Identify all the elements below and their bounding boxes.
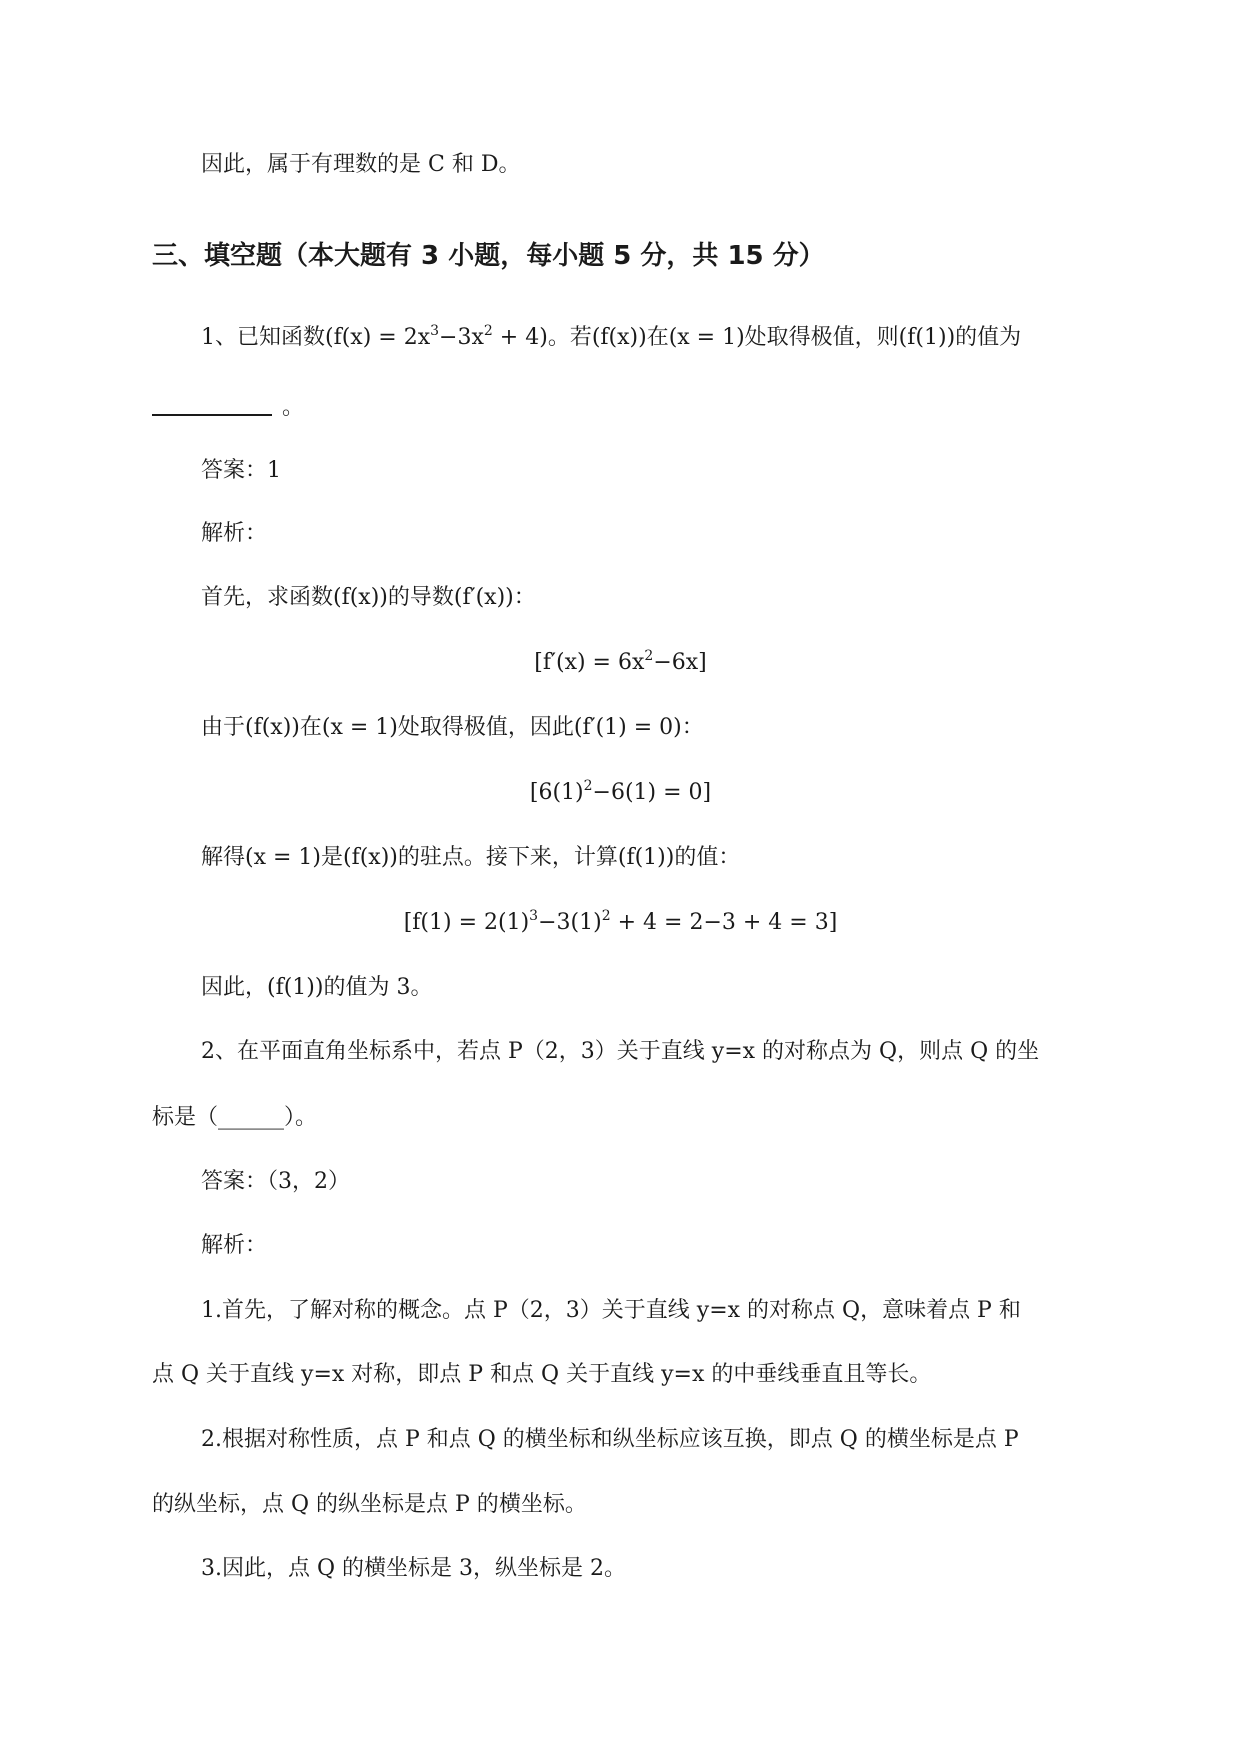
section-heading: 三、填空题（本大题有 3 小题，每小题 5 分，共 15 分） (152, 241, 825, 271)
formula1-part-b: −6x] (653, 650, 707, 675)
q1-blank-tail: 。 (282, 395, 305, 420)
q1-answer: 答案：1 (201, 458, 281, 483)
formula2-part-b: −6(1) = 0] (592, 780, 712, 805)
q1-stem-part-c: + 4)。若(f(x))在(x = 1)处取得极值，则(f(1))的值为 (492, 325, 1022, 350)
formula3-exponent-3: 3 (529, 908, 539, 924)
q1-stem-exponent-3: 3 (430, 323, 440, 339)
q1-formula-derivative (0, 648, 1241, 678)
formula2-exponent: 2 (583, 778, 593, 794)
q2-point-1-line-1: 1.首先，了解对称的概念。点 P（2，3）关于直线 y=x 的对称点 Q，意味着点 P 和 (201, 1298, 1021, 1323)
q1-stem-part-b: −3x (439, 325, 484, 350)
q1-formula-condition (0, 778, 1241, 808)
q1-stem-part-a: 1、已知函数(f(x) = 2x (201, 325, 431, 350)
q2-point-2-line-1: 2.根据对称性质，点 P 和点 Q 的横坐标和纵坐标应该互换，即点 Q 的横坐标是点 P (201, 1427, 1019, 1452)
q2-stem-line-2: 标是（______）。 (152, 1105, 318, 1130)
q2-point-2-line-2: 的纵坐标，点 Q 的纵坐标是点 P 的横坐标。 (152, 1492, 587, 1517)
q2-answer: 答案：（3，2） (201, 1169, 350, 1194)
formula3-exponent-2: 2 (601, 908, 611, 924)
formula3-part-b: −3(1) (538, 910, 602, 935)
q1-conclusion: 因此，(f(1))的值为 3。 (201, 975, 433, 1000)
q1-answer-blank (152, 414, 272, 416)
q1-step-evaluate: 解得(x = 1)是(f(x))的驻点。接下来，计算(f(1))的值： (201, 845, 741, 870)
q1-step-derivative: 首先，求函数(f(x))的导数(f′(x))： (201, 585, 536, 610)
formula2-part-a: [6(1) (529, 780, 584, 805)
q2-point-3: 3.因此，点 Q 的横坐标是 3，纵坐标是 2。 (201, 1556, 626, 1581)
formula3-part-a: [f(1) = 2(1) (403, 910, 530, 935)
q1-stem (201, 323, 1021, 353)
q2-analysis-label: 解析： (201, 1233, 268, 1258)
q1-stem-exponent-2: 2 (483, 323, 493, 339)
q1-step-condition: 由于(f(x))在(x = 1)处取得极值，因此(f′(1) = 0)： (201, 715, 704, 740)
q1-formula-evaluate (0, 908, 1241, 938)
previous-conclusion: 因此，属于有理数的是 C 和 D。 (201, 152, 521, 177)
formula1-part-a: [f′(x) = 6x (534, 650, 645, 675)
formula3-part-c: + 4 = 2−3 + 4 = 3] (610, 910, 838, 935)
q2-point-1-line-2: 点 Q 关于直线 y=x 对称，即点 P 和点 Q 关于直线 y=x 的中垂线垂直且等长。 (152, 1362, 932, 1387)
q1-analysis-label: 解析： (201, 521, 268, 546)
q2-stem-line-1: 2、在平面直角坐标系中，若点 P（2，3）关于直线 y=x 的对称点为 Q，则点 Q 的坐 (201, 1039, 1040, 1064)
formula1-exponent: 2 (644, 648, 654, 664)
